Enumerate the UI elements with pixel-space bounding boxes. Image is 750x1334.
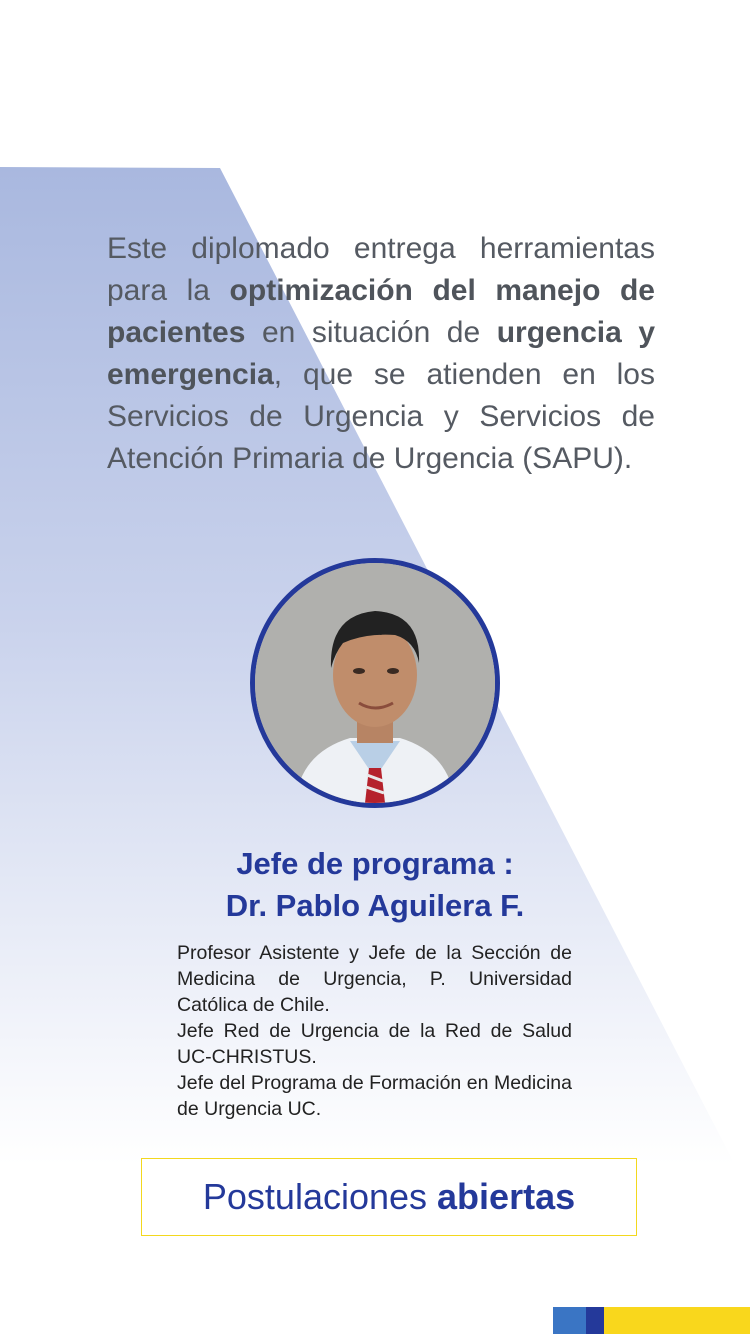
intro-text-1: Este diplomado entrega herramientas para la xyxy=(107,232,655,307)
program-head-name: Dr. Pablo Aguilera F. xyxy=(225,888,525,923)
program-head-label: Jefe de programa : xyxy=(236,846,514,881)
footer-band-dark-blue xyxy=(586,1307,604,1334)
intro-bold-1: optimización del manejo de pacientes xyxy=(107,274,655,349)
program-head-photo xyxy=(250,558,500,808)
bio-line: Jefe del Programa de Formación en Medicina de Urgencia UC. xyxy=(177,1072,572,1120)
intro-bold-2: urgencia y emergencia xyxy=(107,316,656,391)
footer-band-light-blue xyxy=(553,1307,586,1334)
intro-paragraph xyxy=(107,228,655,480)
cta-label-regular: Postulaciones xyxy=(202,1176,428,1217)
program-head-bio xyxy=(177,940,572,1122)
program-head-heading xyxy=(150,843,600,927)
bio-line: Profesor Asistente y Jefe de la Sección de Medicina de Urgencia, P. Universidad Católica de Chile. xyxy=(177,942,572,1016)
intro-text-3: , que se atienden en los Servicios de Urgencia y Servicios de Atención Primaria de Urgencia (SAPU). xyxy=(107,358,655,475)
bio-line: Jefe Red de Urgencia de la Red de Salud UC-CHRISTUS. xyxy=(177,1020,572,1068)
intro-text-2: en situación de xyxy=(245,316,497,349)
portrait-image xyxy=(255,563,495,803)
cta-label-bold: abiertas xyxy=(437,1176,576,1217)
applications-open-button[interactable] xyxy=(141,1158,637,1236)
footer-band-yellow xyxy=(604,1307,750,1334)
